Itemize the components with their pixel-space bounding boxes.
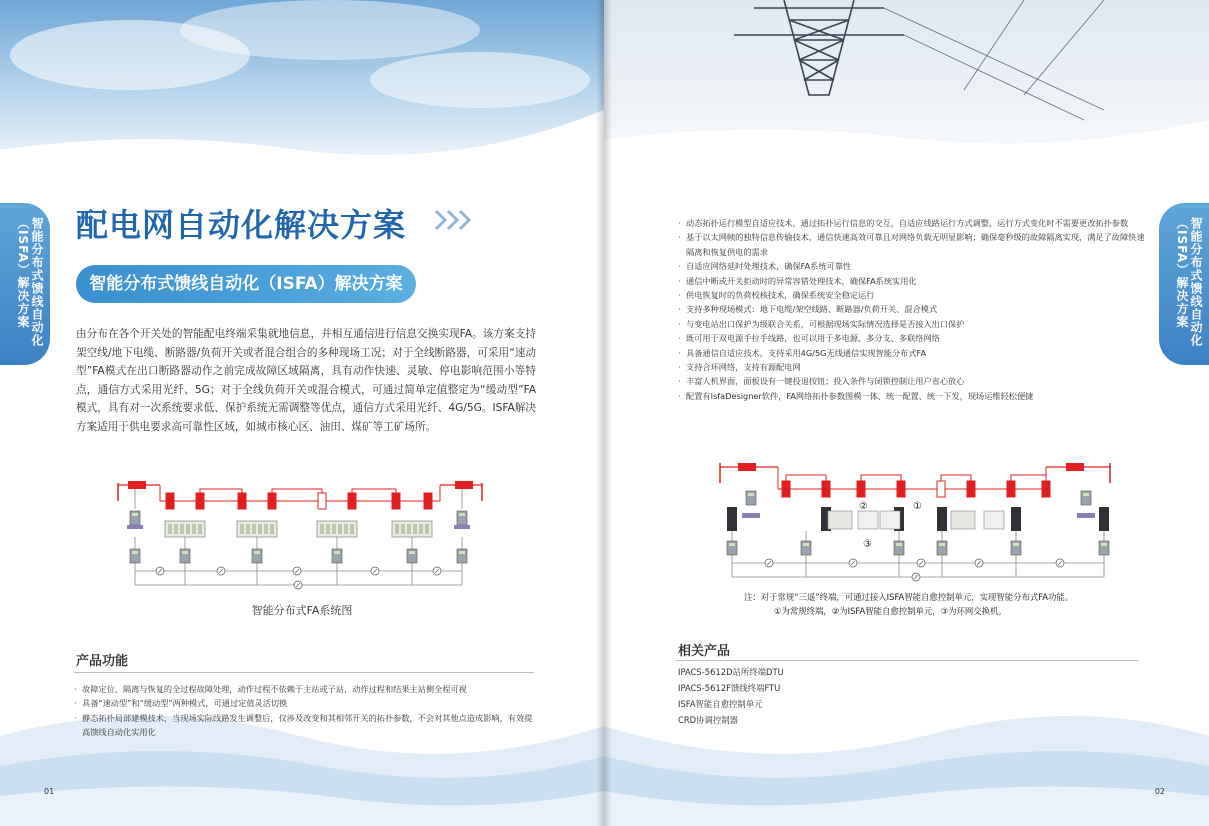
dtu-cabinet xyxy=(937,507,947,531)
ring-main-cell xyxy=(246,524,250,534)
list-item-text: 自适应网络延时处理技术，确保FA系统可靠性 xyxy=(686,261,852,272)
list-item-text: 基于以太网帧的独特信息传输技术，通信快速高效可靠且对网络负载无明显影响；确保毫秒级的故障隔离实现，满足了故障快速隔离和恢复供电的需求 xyxy=(686,232,1145,257)
intro-paragraph: 由分布在各个开关处的智能配电终端采集就地信息，并相互通信进行信息交换实现FA。该方案支持架空线/地下电缆、断路器/负荷开关或者混合组合的多种现场工况；对于全线断路器，可采用“速动型”FA模式在出口断路器动作之前完成故障区域隔离，具有动作快速、灵敏、停电影响范围小等特点，通信方式采用光纤、5G；对于全线负荷开关或混合模式，可通过简单定值整定为“缓动型”FA模式，具有对一次系统要求低、保护系统无需调整等优点，通信方式采用光纤、4G/5G。ISFA解决方案适用于供电要求高可靠性区域，如城市核心区、油田、煤矿等工矿场所。 xyxy=(76,328,536,433)
product-item: IPACS-5612F馈线终端FTU xyxy=(678,683,781,693)
left-page xyxy=(0,0,604,826)
subtitle-pill: 智能分布式馈线自动化（ISFA）解决方案 xyxy=(76,265,416,303)
note-line-1: 注：对于常规“三遥”终端，可通过接入ISFA智能自愈控制单元，实现智能分布式FA功能。 xyxy=(744,592,1074,602)
list-item xyxy=(678,230,1148,259)
substation-device xyxy=(127,525,143,529)
list-item-text: 丰富人机界面，面板设有一键投退按钮；投入条件与闭锁控制让用户省心放心 xyxy=(686,376,965,387)
bullet-dot: · xyxy=(678,390,681,401)
bullet-dot: · xyxy=(74,698,77,709)
ring-main-cell xyxy=(350,524,354,534)
ring-main-cell xyxy=(401,524,405,534)
dtu-cabinet xyxy=(1011,507,1021,531)
ring-segment xyxy=(786,475,826,489)
list-item xyxy=(678,288,1148,302)
product-item: ISFA智能自愈控制单元 xyxy=(678,699,763,709)
substation-device xyxy=(1077,513,1095,518)
page-title: 配电网自动化解决方案 xyxy=(76,206,407,244)
list-item-text: 供电恢复时的负荷校核技术，确保系统安全稳定运行 xyxy=(686,290,875,301)
ring-main-cell xyxy=(338,524,342,534)
page-number: 01 xyxy=(44,787,55,796)
dtu-cabinet xyxy=(727,507,737,531)
chevrons-icon xyxy=(434,208,478,232)
switch xyxy=(1007,481,1015,497)
bullet-dot: · xyxy=(678,261,681,272)
ring-main-cell xyxy=(425,524,429,534)
isfa-unit xyxy=(984,511,1004,529)
bullet-dot: · xyxy=(678,275,681,286)
list-item xyxy=(678,259,1148,273)
list-item-text: 支持多种现场模式：地下电缆/架空线路、断路器/负荷开关、混合模式 xyxy=(686,304,938,315)
list-item-text: 故障定位、隔离与恢复的全过程故障处理，动作过程不依赖于主站或子站，动作过程和结果主站侧全程可视 xyxy=(82,684,467,694)
bullet-dot: · xyxy=(678,318,681,329)
ring-main-cell xyxy=(413,524,417,534)
fa-system-diagram xyxy=(110,473,490,598)
switch xyxy=(318,493,326,509)
ring-segment xyxy=(352,489,396,501)
ring-main-unit xyxy=(951,511,975,529)
terminal-display xyxy=(803,543,809,546)
switch xyxy=(967,481,975,497)
switch xyxy=(392,493,400,509)
terminal-display xyxy=(459,551,465,554)
switch xyxy=(822,481,830,497)
list-item xyxy=(678,374,1148,388)
list-item-text: 既可用于双电源手拉手线路，也可以用于多电源、多分支、多联络网络 xyxy=(686,333,940,344)
switch xyxy=(348,493,356,509)
terminal-display xyxy=(1083,493,1089,496)
dtu-cabinet xyxy=(1099,507,1109,531)
list-item xyxy=(678,302,1148,316)
ring-main-cell xyxy=(270,524,274,534)
side-tab xyxy=(0,203,50,365)
bullet-dot: · xyxy=(678,376,681,387)
ring-main-cell xyxy=(320,524,324,534)
section-title-functions: 产品功能 xyxy=(76,654,129,669)
list-item xyxy=(678,389,1148,403)
bullet-dot: · xyxy=(678,362,681,373)
diagram-note xyxy=(744,590,1073,618)
ring-segment xyxy=(861,475,901,489)
ring-main-cell xyxy=(395,524,399,534)
terminal-display xyxy=(939,543,945,546)
marker-label: ② xyxy=(859,501,868,512)
list-item xyxy=(678,360,1148,374)
list-item-text: 通信中断或开关拒动时的异常容错处理技术，确保FA系统实用化 xyxy=(686,275,917,286)
side-tab-label: 智能分布式馈线自动化 （ISFA）解决方案 xyxy=(16,217,44,347)
list-item xyxy=(74,711,536,740)
function-list xyxy=(74,682,536,740)
product-list xyxy=(678,664,784,728)
substation-device xyxy=(742,513,760,518)
switch xyxy=(937,481,945,497)
terminal-display xyxy=(896,543,902,546)
terminal-display xyxy=(409,551,415,554)
bullet-dot: · xyxy=(678,290,681,301)
ring-main-cell xyxy=(168,524,172,534)
ring-main-cell xyxy=(326,524,330,534)
isfa-unit xyxy=(880,511,900,529)
terminal-display xyxy=(182,551,188,554)
product-item: CRD协调控制器 xyxy=(678,715,738,725)
switch xyxy=(166,493,174,509)
page-number: 02 xyxy=(1154,787,1165,796)
bullet-dot: · xyxy=(74,684,77,694)
breaker xyxy=(1066,463,1084,471)
list-item xyxy=(74,682,536,696)
terminal-display xyxy=(1101,543,1107,546)
bullet-dot: · xyxy=(74,712,77,723)
right-page xyxy=(604,0,1209,826)
side-tab xyxy=(1159,203,1209,365)
terminal-display xyxy=(1013,543,1019,546)
marker-label: ③ xyxy=(863,539,872,550)
note-line-2: ①为常规终端，②为ISFA智能自愈控制单元，③为环网交换机。 xyxy=(774,606,1007,616)
section-title-products: 相关产品 xyxy=(678,644,731,659)
switch xyxy=(238,493,246,509)
side-tab-label: 智能分布式馈线自动化 （ISFA）解决方案 xyxy=(1175,217,1203,347)
main-line xyxy=(778,467,1046,489)
list-item-text: 静态拓扑局部建模技术，当现场实际线路发生调整后，仅涉及改变和其相邻开关的拓扑参数，不会对其他点造成影响，有效提高馈线自动化实用化 xyxy=(82,712,533,738)
bullet-dot: · xyxy=(678,304,681,315)
list-item-text: 支持合环网络，支持有源配电网 xyxy=(686,362,801,373)
ring-main-unit xyxy=(828,511,852,529)
terminal-display xyxy=(132,551,138,554)
terminal-display xyxy=(132,513,138,516)
list-item xyxy=(678,346,1148,360)
ring-main-cell xyxy=(332,524,336,534)
terminal-display xyxy=(334,551,340,554)
list-item xyxy=(678,274,1148,288)
switch xyxy=(196,493,204,509)
ring-segment xyxy=(200,489,242,501)
list-item-text: 具备通信自适应技术，支持采用4G/5G无线通信实现智能分布式FA xyxy=(686,347,927,358)
ring-main-cell xyxy=(258,524,262,534)
switch xyxy=(782,481,790,497)
terminal-display xyxy=(459,513,465,516)
bullet-dot: · xyxy=(678,218,681,228)
switch xyxy=(1042,481,1050,497)
marker-label: ① xyxy=(913,501,922,512)
list-item xyxy=(678,317,1148,331)
list-item xyxy=(678,216,1148,230)
section-divider xyxy=(676,660,1138,661)
list-item xyxy=(74,696,536,710)
ring-main-cell xyxy=(180,524,184,534)
switch xyxy=(857,481,865,497)
terminal-display xyxy=(748,493,754,496)
ring-main-cell xyxy=(174,524,178,534)
breaker xyxy=(455,481,473,489)
sky-banner xyxy=(0,0,604,165)
ring-main-cell xyxy=(252,524,256,534)
list-item-text: 与变电站出口保护为级联合关系，可根据现场实际情况选择是否接入出口保护 xyxy=(686,318,965,329)
ring-main-cell xyxy=(240,524,244,534)
ring-main-cell xyxy=(264,524,268,534)
ring-main-cell xyxy=(407,524,411,534)
isfa-terminal-diagram xyxy=(716,455,1116,585)
switch xyxy=(897,481,905,497)
list-item-text: 配置有IsfaDesigner软件，FA网络拓扑参数图模一体、统一配置、统一下发，现场运维轻松便捷 xyxy=(686,390,1034,401)
breaker xyxy=(738,463,756,471)
ring-main-cell xyxy=(419,524,423,534)
ring-segment xyxy=(1011,475,1046,489)
diagram-caption: 智能分布式FA系统图 xyxy=(251,604,353,617)
feature-list xyxy=(678,216,1148,403)
bullet-dot: · xyxy=(678,232,681,243)
ring-main-cell xyxy=(344,524,348,534)
switch xyxy=(268,493,276,509)
section-divider xyxy=(74,672,534,673)
sky-banner-tower xyxy=(604,0,1209,165)
bullet-dot: · xyxy=(678,333,681,344)
ring-main-cell xyxy=(186,524,190,534)
list-item xyxy=(678,331,1148,345)
list-item-text: 具备“速动型”和“缓动型”两种模式，可通过定值灵活切换 xyxy=(82,698,288,709)
list-item-text: 动态拓扑运行模型自适应技术，通过拓扑运行信息的交互，自适应线路运行方式调整，运行方式变化时不需要更改拓扑参数 xyxy=(686,218,1129,228)
terminal-display xyxy=(729,543,735,546)
ring-segment xyxy=(272,489,322,501)
ring-main-cell xyxy=(192,524,196,534)
ring-main-cell xyxy=(198,524,202,534)
switch xyxy=(424,493,432,509)
terminal-display xyxy=(254,551,260,554)
breaker xyxy=(128,481,146,489)
bullet-dot: · xyxy=(678,347,681,358)
substation-device xyxy=(454,525,470,529)
product-item: IPACS-5612D站所终端DTU xyxy=(678,667,784,677)
isfa-unit xyxy=(858,511,878,529)
